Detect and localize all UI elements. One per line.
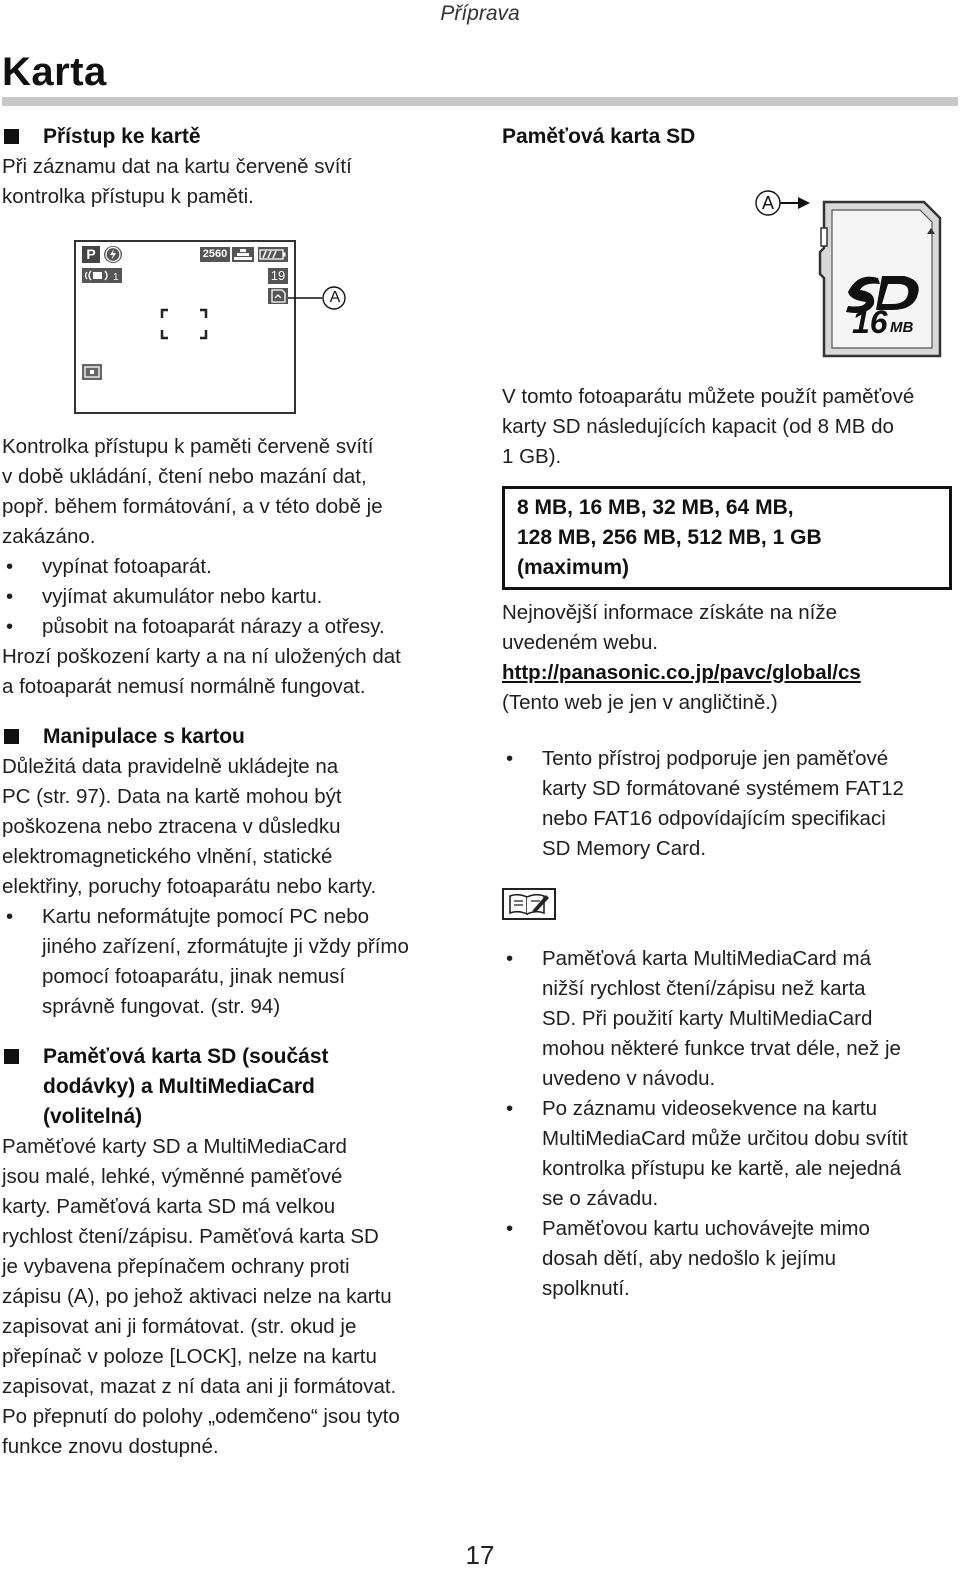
mode-indicator: P <box>82 246 100 263</box>
title-rule <box>2 97 958 106</box>
battery-icon <box>258 247 288 262</box>
quality-icon <box>232 247 254 262</box>
square-bullet-icon <box>4 129 19 144</box>
page-title: Karta <box>2 50 107 94</box>
callout-a-label: A <box>761 193 774 213</box>
list-item: • vypínat fotoaparát. <box>6 555 212 578</box>
note-icon <box>502 888 556 920</box>
section-heading-card-handling: Manipulace s kartou <box>2 722 462 752</box>
svg-text:1: 1 <box>113 272 119 283</box>
card-access-text: Při záznamu dat na kartu červeně svítí kontrolka přístupu k paměti. <box>2 155 352 208</box>
notes-list <box>502 944 958 1304</box>
card-handling-text: Důležitá data pravidelně ukládejte na PC (str. 97). Data na kartě mohou být poškozena nebo ztracena v důsledku elektromagnetického vlnění, statické elektřiny, poruchy fotoaparátu nebo karty. <box>2 755 377 898</box>
list-item: • působit na fotoaparát nárazy a otřesy. <box>6 615 385 638</box>
list-item: • Paměťovou kartu uchovávejte mimo dosah dětí, aby nedošlo k jejímu spolknutí. <box>506 1217 870 1300</box>
sd-card-heading: Paměťová karta SD <box>502 125 696 148</box>
left-column <box>2 122 462 1462</box>
section-heading-card-access: Přístup ke kartě <box>2 122 462 152</box>
svg-text:.: . <box>914 283 918 299</box>
list-item: • Po záznamu videosekvence na kartu MultiMediaCard může určitou dobu svítit kontrolka přístupu ke kartě, ale nejedná se o závadu. <box>506 1097 908 1210</box>
callout-a-label: A <box>329 289 341 306</box>
square-bullet-icon <box>4 729 19 744</box>
list-item: • Paměťová karta MultiMediaCard má nižší rychlost čtení/zápisu než karta SD. Při použití karty MultiMediaCard mohou některé funkce trvat déle, než je uvedeno v návodu. <box>506 947 901 1090</box>
list-item: • vyjímat akumulátor nebo kartu. <box>6 585 323 608</box>
section-heading-sd-card: Paměťová karta SD (součást dodávky) a MultiMediaCard (volitelná) <box>2 1042 462 1132</box>
prohibited-actions-list <box>2 552 462 642</box>
english-only-note: (Tento web je jen v angličtině.) <box>502 691 778 714</box>
list-item: • Tento přístroj podporuje jen paměťové karty SD formátované systémem FAT12 nebo FAT16 odpovídajícím specifikaci SD Memory Card. <box>506 747 904 860</box>
running-header: Příprava <box>440 2 520 25</box>
resolution-indicator: 2560 <box>200 247 230 262</box>
capacity-spec-box: 8 MB, 16 MB, 32 MB, 64 MB, 128 MB, 256 MB, 512 MB, 1 GB (maximum) <box>502 486 952 590</box>
damage-warning-text: Hrozí poškození karty a na ní uložených dat a fotoaparát nemusí normálně fungovat. <box>2 645 401 698</box>
card-capacity-unit: MB <box>890 319 914 336</box>
right-column <box>502 122 958 1304</box>
list-item: • Kartu neformátujte pomocí PC nebo jiného zařízení, zformátujte ji vždy přímo pomocí fotoaparátu, jinak nemusí správně fungovat. (str. 94) <box>6 905 409 1018</box>
sd-card-illustration <box>502 152 958 380</box>
metering-mode-icon <box>82 364 102 380</box>
card-access-indicator-icon <box>268 288 288 304</box>
info-text: Nejnovější informace získáte na níže uvedeném webu. <box>502 601 837 654</box>
format-warning-list <box>2 902 462 1022</box>
stabilizer-icon <box>82 268 122 283</box>
sd-card-description: Paměťové karty SD a MultiMediaCard jsou malé, lehké, výměnné paměťové karty. Paměťová karta SD má velkou rychlost čtení/zápisu. Paměťová karta SD je vybavena přepínačem ochrany proti zápisu (A), po jehož aktivaci nelze na kartu zapisovat ani ji formátovat. (str. okud je přepínač v poloze [LOCK], nelze na kartu zapisovat, mazat z ní data ani ji formátovat. Po přepnutí do polohy „odemčeno“ jsou tyto funkce znovu dostupné. <box>2 1135 400 1458</box>
flash-off-icon <box>104 246 122 263</box>
page-number: 17 <box>465 1540 495 1570</box>
access-lamp-text: Kontrolka přístupu k paměti červeně svítí v době ukládání, čtení nebo mazání dat, popř. během formátování, a v této době je zakázáno. <box>2 435 383 548</box>
square-bullet-icon <box>4 1049 19 1064</box>
remaining-frames: 19 <box>268 268 288 284</box>
lcd-screen-illustration <box>74 240 341 414</box>
capacity-intro-text: V tomto fotoaparátu můžete použít paměťové karty SD následujících kapacit (od 8 MB do 1 GB). <box>502 385 915 468</box>
af-frame-icon <box>160 308 208 340</box>
card-capacity: 16 <box>852 304 888 340</box>
panasonic-support-link[interactable]: http://panasonic.co.jp/pavc/global/cs <box>502 661 861 684</box>
fat-support-list <box>502 744 958 864</box>
